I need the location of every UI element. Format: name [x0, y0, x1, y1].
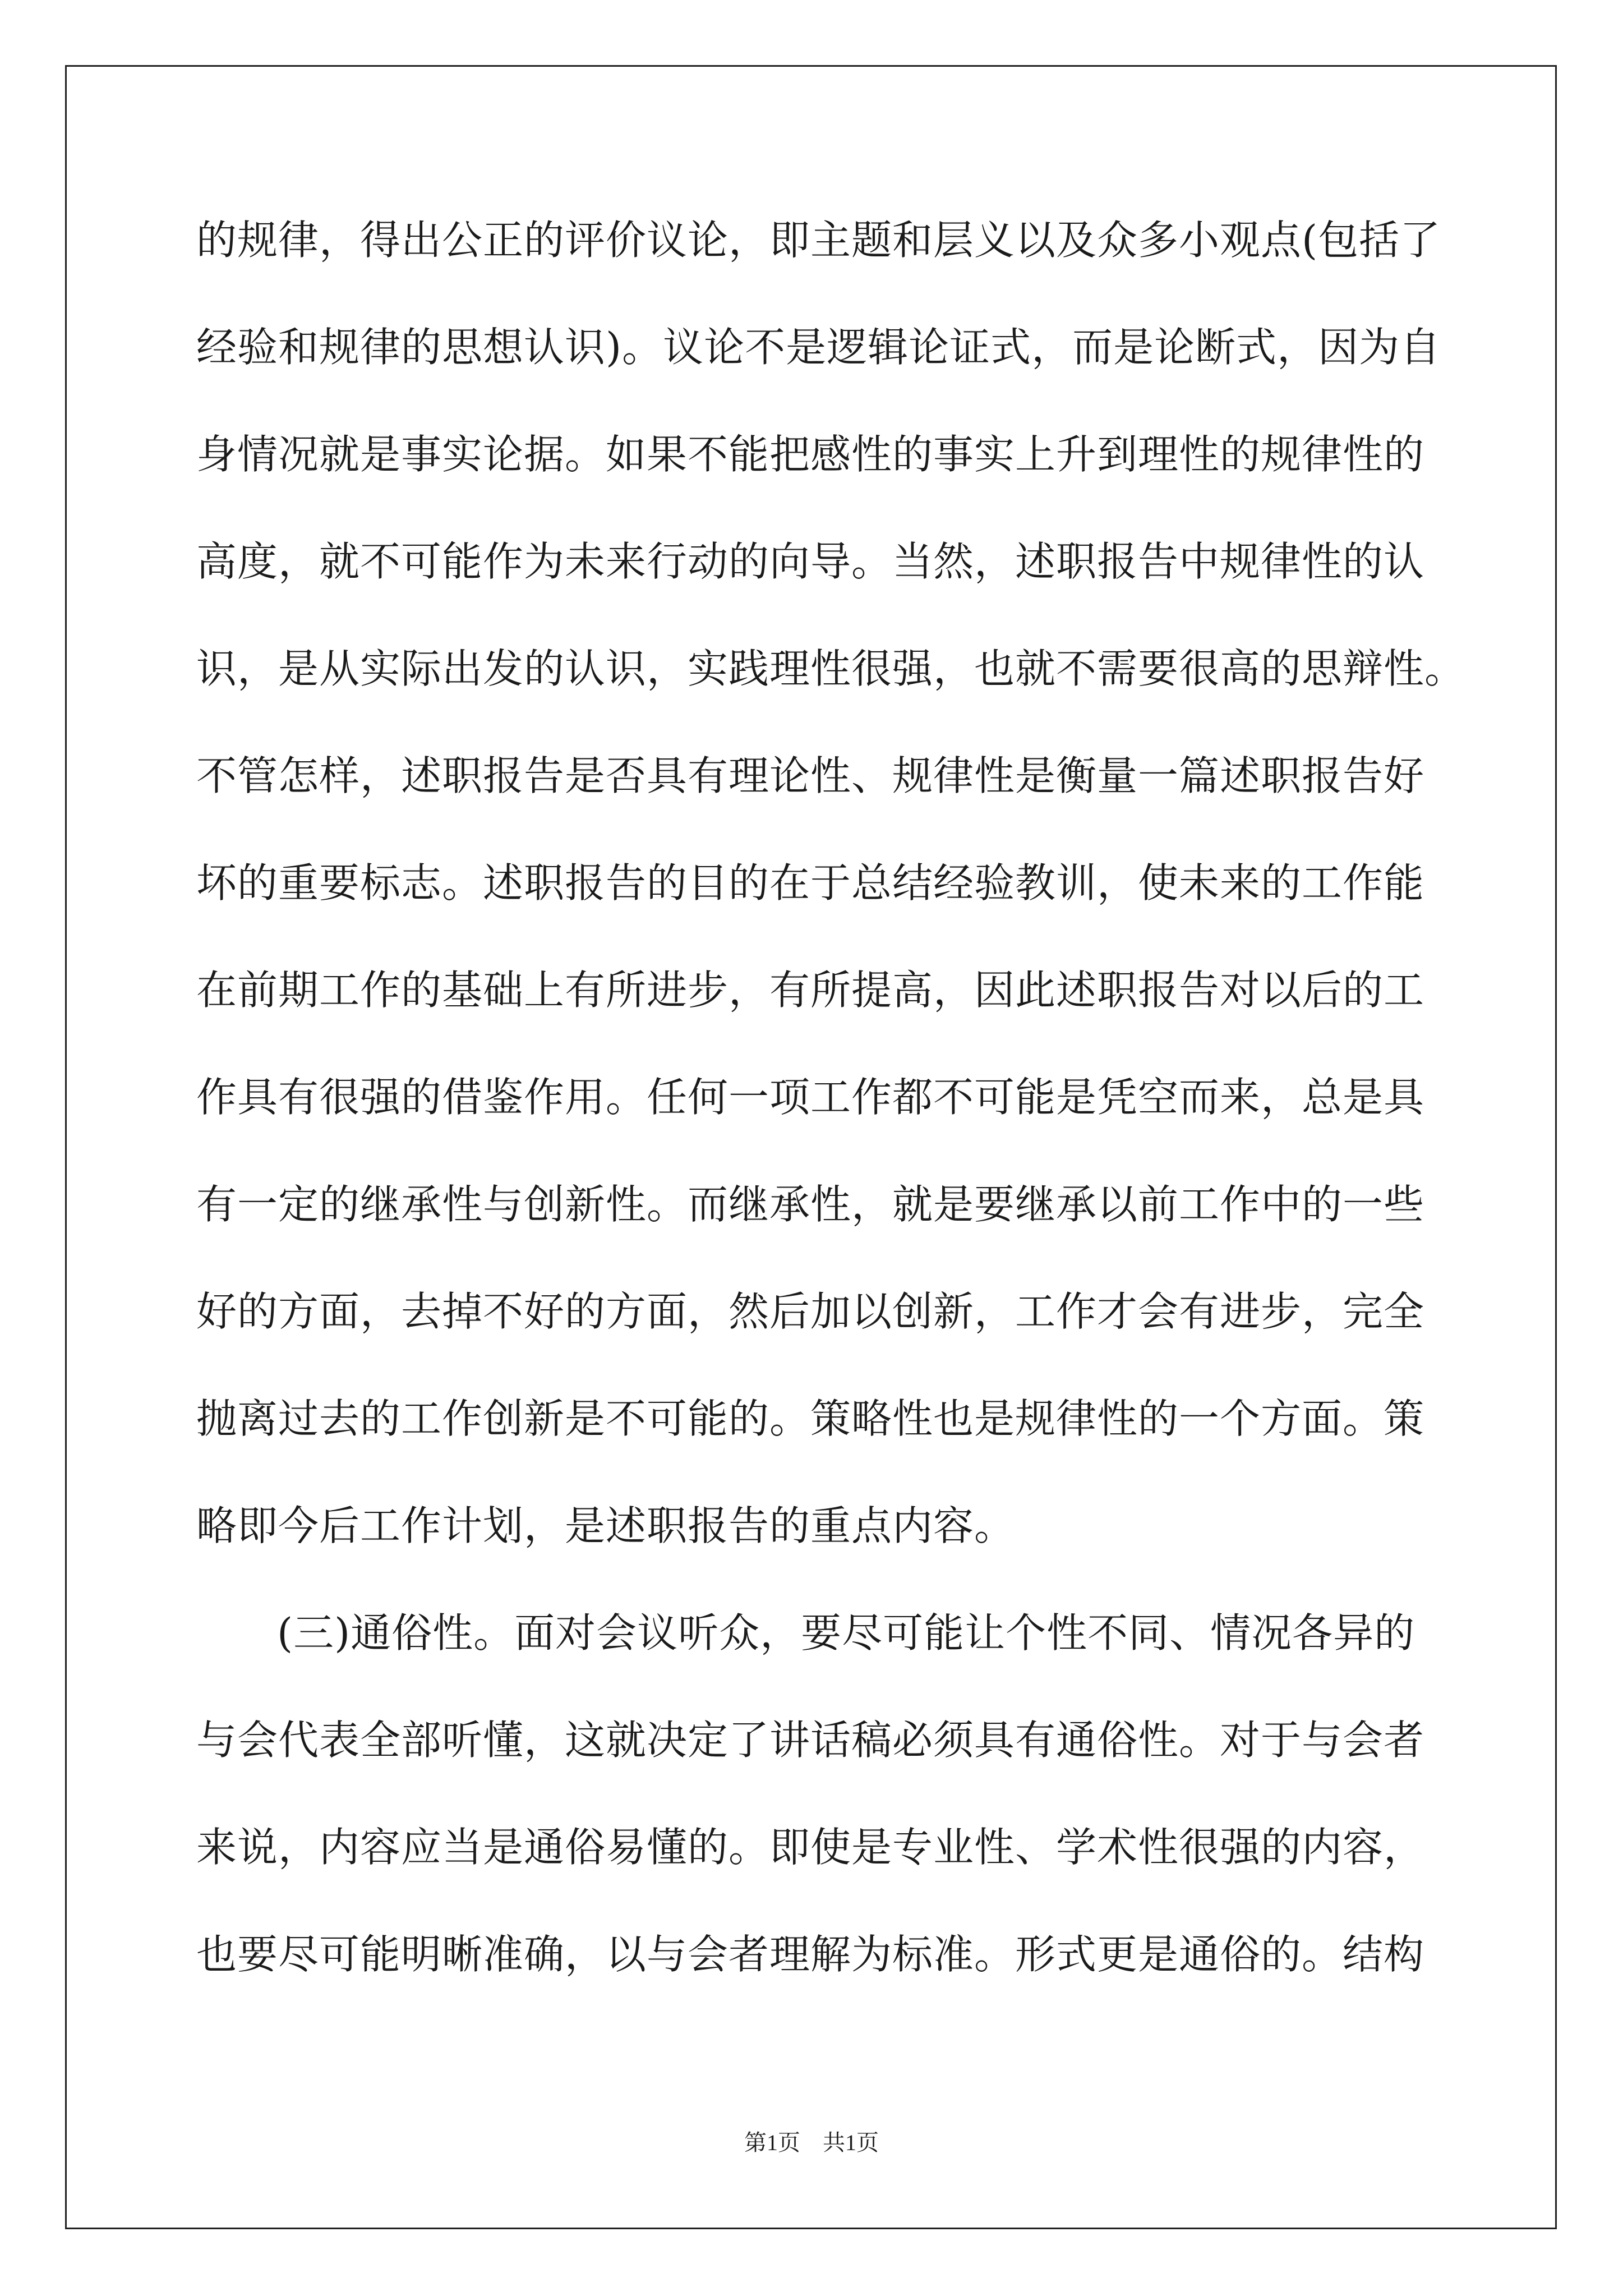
text-line: 不管怎样，述职报告是否具有理论性、规律性是衡量一篇述职报告好 [196, 752, 1425, 799]
text-line: 坏的重要标志。述职报告的目的在于总结经验教训，使未来的工作能 [196, 859, 1425, 907]
text-line: 也要尽可能明晰准确，以与会者理解为标准。形式更是通俗的。结构 [196, 1931, 1425, 1978]
text-line: 经验和规律的思想认识)。议论不是逻辑论证式，而是论断式，因为自 [196, 324, 1441, 371]
text-line: 好的方面，去掉不好的方面，然后加以创新，工作才会有进步，完全 [196, 1288, 1425, 1335]
text-line: 在前期工作的基础上有所进步，有所提高，因此述职报告对以后的工 [196, 967, 1425, 1014]
text-line: 与会代表全部听懂，这就决定了讲话稿必须具有通俗性。对于与会者 [196, 1717, 1425, 1764]
text-line: 身情况就是事实论据。如果不能把感性的事实上升到理性的规律性的 [196, 431, 1425, 478]
text-line: 高度，就不可能作为未来行动的向导。当然，述职报告中规律性的认 [196, 538, 1425, 585]
text-line: 识，是从实际出发的认识，实践理性很强，也就不需要很高的思辩性。 [196, 645, 1466, 692]
text-line: 有一定的继承性与创新性。而继承性，就是要继承以前工作中的一些 [196, 1181, 1425, 1228]
page-number: 第1页 [744, 2130, 800, 2155]
text-line: 的规律，得出公正的评价议论，即主题和层义以及众多小观点(包括了 [196, 217, 1441, 264]
section-heading-line: (三)通俗性。面对会议听众，要尽可能让个性不同、情况各异的 [277, 1609, 1415, 1657]
text-line: 抛离过去的工作创新是不可能的。策略性也是规律性的一个方面。策 [196, 1395, 1425, 1442]
page-total: 共1页 [823, 2130, 879, 2155]
text-line: 作具有很强的借鉴作用。任何一项工作都不可能是凭空而来，总是具 [196, 1074, 1425, 1121]
text-line: 来说，内容应当是通俗易懂的。即使是专业性、学术性很强的内容， [196, 1824, 1425, 1871]
page-footer [0, 2126, 1623, 2160]
document-body [196, 206, 1466, 2028]
text-line: 略即今后工作计划，是述职报告的重点内容。 [196, 1502, 1016, 1549]
